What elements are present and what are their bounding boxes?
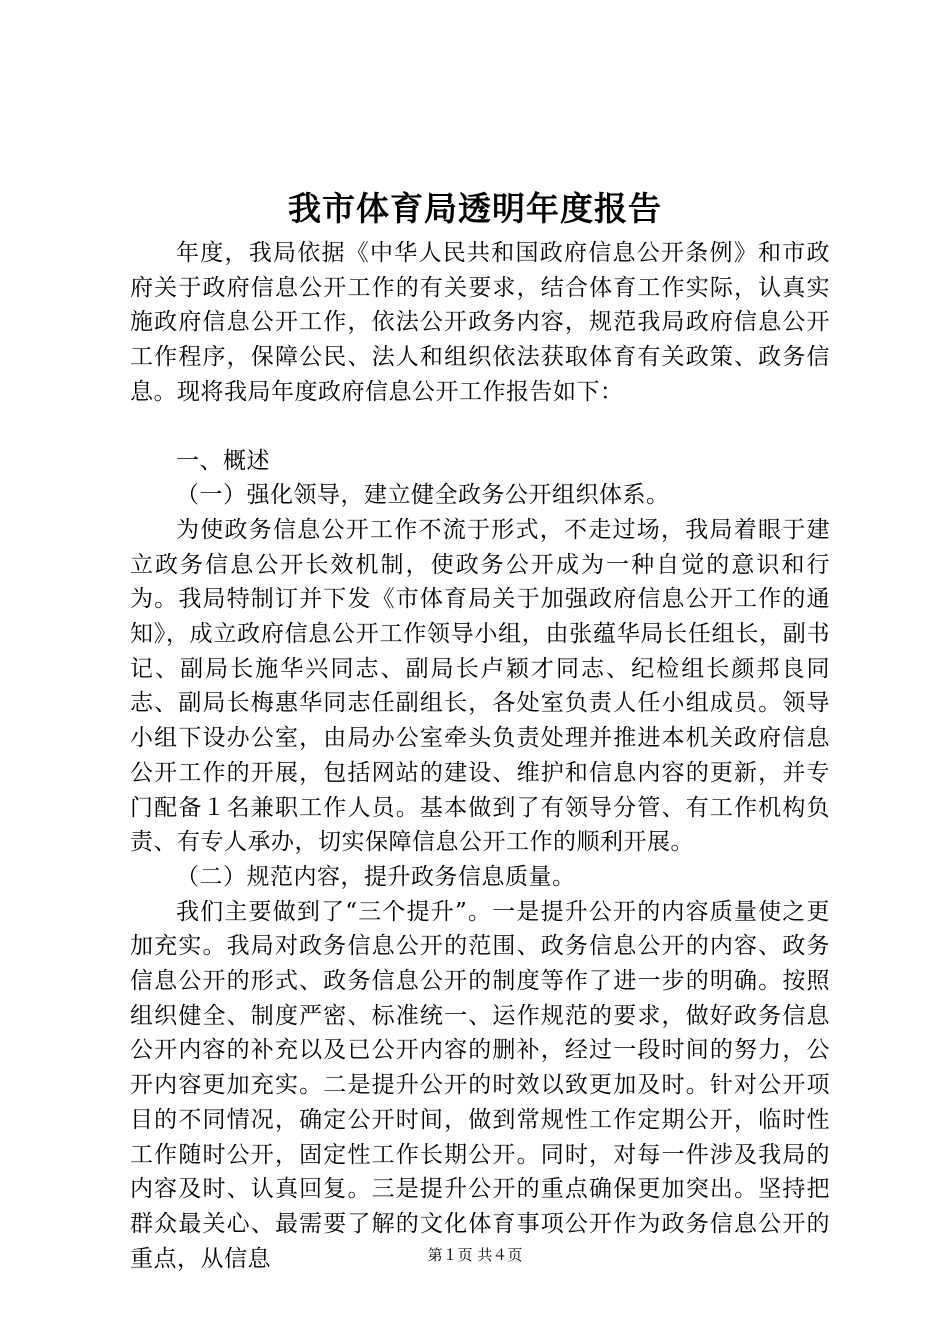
document-body [130, 236, 830, 1276]
page-footer: 第１页 共４页 [427, 1246, 523, 1264]
document-title: 我市体育局透明年度报告 [288, 189, 662, 228]
body-paragraph-1: 为使政务信息公开工作不流于形式，不走过场，我局着眼于建立政务信息公开长效机制，使政务公开成为一种自觉的意识和行为。我局特制订并下发《市体育局关于加强政府信息公开工作的通知》，成立政府信息公开工作领导小组，由张蕴华局长任组长，副书记、副局长施华兴同志、副局长卢颖才同志、纪检组长颜邦良同志、副局长梅惠华同志任副组长，各处室负责人任小组成员。领导小组下设办公室，由局办公室牵头负责处理并推进本机关政府信息公开工作的开展，包括网站的建设、维护和信息内容的更新，并专门配备１名兼职工作人员。基本做到了有领导分管、有工作机构负责、有专人承办，切实保障信息公开工作的顺利开展。 [130, 516, 830, 856]
paragraph-gap [130, 410, 830, 444]
body-paragraph-2: 我们主要做到了“三个提升”。一是提升公开的内容质量使之更加充实。我局对政务信息公开的范围、政务信息公开的内容、政务信息公开的形式、政务信息公开的制度等作了进一步的明确。按照组织健全、制度严密、标准统一、运作规范的要求，做好政务信息公开内容的补充以及已公开内容的删补，经过一段时间的努力，公开内容更加充实。二是提升公开的时效以致更加及时。针对公开项目的不同情况，确定公开时间，做到常规性工作定期公开，临时性工作随时公开，固定性工作长期公开。同时，对每一件涉及我局的内容及时、认真回复。三是提升公开的重点确保更加突出。坚持把群众最关心、最需要了解的文化体育事项公开作为政务信息公开的重点，从信息 [130, 898, 830, 1272]
intro-paragraph: 年度，我局依据《中华人民共和国政府信息公开条例》和市政府关于政府信息公开工作的有关要求，结合体育工作实际，认真实施政府信息公开工作，依法公开政务内容，规范我局政府信息公开工作程序，保障公民、法人和组织依法获取体育有关政策、政务信息。现将我局年度政府信息公开工作报告如下： [130, 240, 830, 405]
subsection-heading-2: （二）规范内容，提升政务信息质量。 [176, 863, 576, 890]
section-heading-overview: 一、概述 [176, 447, 270, 474]
subsection-heading-1: （一）强化领导，建立健全政务公开组织体系。 [176, 482, 670, 509]
